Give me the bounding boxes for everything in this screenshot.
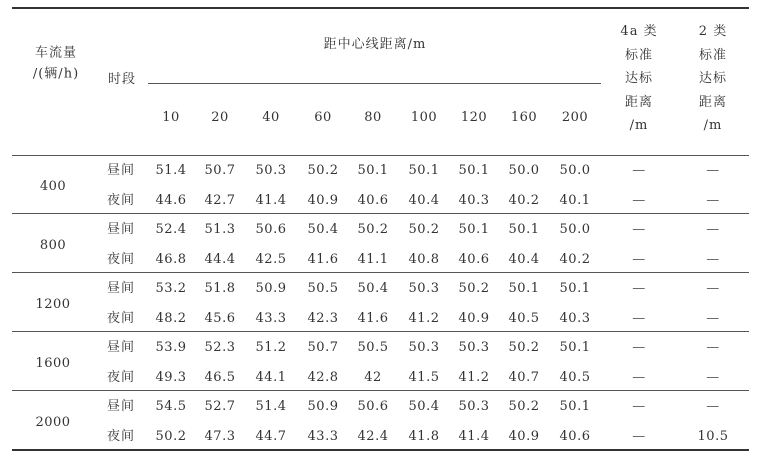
noise-value-cell: 43.3 <box>307 428 339 444</box>
noise-value-cell: 41.5 <box>408 369 440 385</box>
distance-header-120: 120 <box>460 110 488 125</box>
top-rule <box>12 7 749 9</box>
noise-value-cell: 41.2 <box>458 369 490 385</box>
class4a-distance-cell: — <box>632 369 646 385</box>
noise-value-cell: 50.1 <box>458 163 490 178</box>
noise-value-cell: 43.3 <box>255 310 287 326</box>
noise-value-cell: 41.6 <box>357 310 389 326</box>
class2-distance-cell: — <box>706 399 720 414</box>
noise-value-cell: 50.9 <box>255 281 287 296</box>
noise-value-cell: 50.6 <box>357 399 389 414</box>
period-label: 夜间 <box>106 428 136 444</box>
class2-distance-cell: — <box>706 251 720 267</box>
noise-value-cell: 41.2 <box>408 310 440 326</box>
noise-value-cell: 50.3 <box>458 399 490 414</box>
noise-value-cell: 51.4 <box>255 399 287 414</box>
flow-header-line: 车流量 <box>34 45 77 61</box>
noise-value-cell: 45.6 <box>204 310 236 326</box>
noise-value-cell: 50.2 <box>458 281 490 296</box>
noise-value-cell: 50.2 <box>508 340 540 355</box>
noise-value-cell: 40.5 <box>508 310 540 326</box>
class2-distance-cell: — <box>706 222 720 237</box>
flow-value: 2000 <box>35 414 71 430</box>
noise-value-cell: 40.2 <box>559 251 591 267</box>
noise-value-cell: 50.3 <box>255 163 287 178</box>
period-label: 夜间 <box>106 369 136 385</box>
noise-value-cell: 52.7 <box>204 399 236 414</box>
group-separator <box>12 331 749 332</box>
class2-header-line: 2 类 <box>698 24 728 39</box>
class2-header-line: /m <box>703 118 723 133</box>
noise-value-cell: 50.2 <box>508 399 540 414</box>
class2-header-line: 标准 <box>698 47 727 63</box>
noise-value-cell: 50.1 <box>559 340 591 355</box>
noise-value-cell: 50.9 <box>307 399 339 414</box>
noise-value-cell: 47.3 <box>204 428 236 444</box>
noise-value-cell: 50.1 <box>559 281 591 296</box>
distance-header-40: 40 <box>262 110 280 125</box>
noise-value-cell: 49.3 <box>155 369 187 385</box>
noise-value-cell: 50.5 <box>357 340 389 355</box>
noise-value-cell: 50.0 <box>559 222 591 237</box>
noise-value-cell: 46.8 <box>155 251 187 267</box>
flow-header <box>11 46 101 83</box>
header-bottom-rule <box>12 155 749 156</box>
noise-value-cell: 50.3 <box>458 340 490 355</box>
flow-value: 1200 <box>35 296 71 312</box>
noise-value-cell: 40.2 <box>508 192 540 208</box>
noise-value-cell: 40.8 <box>408 251 440 267</box>
noise-value-cell: 50.0 <box>559 163 591 178</box>
group-separator <box>12 390 749 391</box>
noise-value-cell: 40.9 <box>458 310 490 326</box>
noise-value-cell: 41.8 <box>408 428 440 444</box>
noise-value-cell: 50.4 <box>357 281 389 296</box>
class2-header <box>699 20 727 138</box>
period-label: 昼间 <box>106 222 136 237</box>
noise-value-cell: 50.6 <box>255 222 287 237</box>
noise-value-cell: 40.3 <box>559 310 591 326</box>
class2-distance-cell: — <box>706 340 720 355</box>
noise-value-cell: 41.6 <box>307 251 339 267</box>
noise-value-cell: 41.4 <box>255 192 287 208</box>
bottom-rule <box>12 449 749 451</box>
noise-value-cell: 40.1 <box>559 192 591 208</box>
noise-value-cell: 51.8 <box>204 281 236 296</box>
flow-value: 400 <box>39 178 67 194</box>
noise-value-cell: 42.3 <box>307 310 339 326</box>
noise-value-cell: 50.5 <box>307 281 339 296</box>
distance-header-160: 160 <box>510 110 538 125</box>
distance-header-10: 10 <box>162 110 180 125</box>
noise-value-cell: 42.4 <box>357 428 389 444</box>
noise-value-cell: 40.9 <box>307 192 339 208</box>
noise-value-cell: 40.7 <box>508 369 540 385</box>
flow-header-unit: /(辆/h) <box>32 66 80 82</box>
period-label: 昼间 <box>106 281 136 296</box>
distance-header-200: 200 <box>561 110 589 125</box>
noise-value-cell: 50.1 <box>458 222 490 237</box>
noise-value-cell: 50.1 <box>559 399 591 414</box>
noise-value-cell: 44.7 <box>255 428 287 444</box>
noise-value-cell: 42.8 <box>307 369 339 385</box>
noise-value-cell: 41.1 <box>357 251 389 267</box>
period-label: 夜间 <box>106 192 136 208</box>
distance-header-60: 60 <box>314 110 332 125</box>
class4a-header-line: 距离 <box>624 94 653 110</box>
noise-value-cell: 40.4 <box>408 192 440 208</box>
distance-header-80: 80 <box>364 110 382 125</box>
noise-value-cell: 42.7 <box>204 192 236 208</box>
noise-value-cell: 50.3 <box>408 281 440 296</box>
noise-value-cell: 42 <box>364 369 382 385</box>
noise-value-cell: 51.2 <box>255 340 287 355</box>
class4a-header <box>620 20 657 138</box>
distance-header-rule <box>148 83 601 84</box>
class4a-distance-cell: — <box>632 192 646 208</box>
distance-header-20: 20 <box>211 110 229 125</box>
noise-value-cell: 51.4 <box>155 163 187 178</box>
noise-value-cell: 41.4 <box>458 428 490 444</box>
class2-distance-cell: — <box>706 369 720 385</box>
noise-value-cell: 40.6 <box>458 251 490 267</box>
noise-value-cell: 40.9 <box>508 428 540 444</box>
noise-value-cell: 50.7 <box>204 163 236 178</box>
distance-header-100: 100 <box>410 110 438 125</box>
noise-value-cell: 52.4 <box>155 222 187 237</box>
class4a-distance-cell: — <box>632 310 646 326</box>
class4a-header-line: /m <box>629 118 649 133</box>
class2-distance-cell: — <box>706 192 720 208</box>
noise-value-cell: 50.4 <box>408 399 440 414</box>
period-label: 夜间 <box>106 251 136 267</box>
period-label: 夜间 <box>106 310 136 326</box>
noise-value-cell: 48.2 <box>155 310 187 326</box>
noise-value-cell: 50.0 <box>508 163 540 178</box>
noise-value-cell: 53.2 <box>155 281 187 296</box>
noise-value-cell: 50.4 <box>307 222 339 237</box>
noise-value-cell: 50.3 <box>408 340 440 355</box>
noise-value-cell: 40.4 <box>508 251 540 267</box>
noise-value-cell: 50.1 <box>408 163 440 178</box>
class2-distance-cell: — <box>706 310 720 326</box>
flow-value: 1600 <box>35 355 71 371</box>
class2-distance-cell: — <box>706 281 720 296</box>
noise-value-cell: 42.5 <box>255 251 287 267</box>
noise-value-cell: 52.3 <box>204 340 236 355</box>
period-label: 昼间 <box>106 399 136 414</box>
noise-value-cell: 44.6 <box>155 192 187 208</box>
noise-value-cell: 50.2 <box>408 222 440 237</box>
noise-value-cell: 50.2 <box>155 428 187 444</box>
class4a-header-line: 4a 类 <box>620 24 658 39</box>
class4a-distance-cell: — <box>632 340 646 355</box>
noise-value-cell: 50.2 <box>307 163 339 178</box>
noise-value-cell: 50.1 <box>508 222 540 237</box>
noise-value-cell: 51.3 <box>204 222 236 237</box>
flow-value: 800 <box>39 237 67 253</box>
class4a-distance-cell: — <box>632 222 646 237</box>
noise-value-cell: 50.7 <box>307 340 339 355</box>
class2-header-line: 达标 <box>698 71 727 86</box>
class4a-distance-cell: — <box>632 428 646 444</box>
noise-value-cell: 46.5 <box>204 369 236 385</box>
class4a-header-line: 达标 <box>624 71 653 86</box>
class2-distance-cell: 10.5 <box>697 428 729 444</box>
noise-value-cell: 44.4 <box>204 251 236 267</box>
class4a-distance-cell: — <box>632 399 646 414</box>
period-label: 昼间 <box>106 163 136 178</box>
class4a-distance-cell: — <box>632 163 646 178</box>
class4a-distance-cell: — <box>632 251 646 267</box>
noise-value-cell: 50.2 <box>357 222 389 237</box>
distance-group-header: 距中心线距离/m <box>323 37 427 52</box>
noise-value-cell: 50.1 <box>508 281 540 296</box>
group-separator <box>12 272 749 273</box>
noise-value-cell: 40.6 <box>357 192 389 208</box>
noise-value-cell: 40.3 <box>458 192 490 208</box>
group-separator <box>12 213 749 214</box>
noise-value-cell: 53.9 <box>155 340 187 355</box>
noise-value-cell: 40.6 <box>559 428 591 444</box>
noise-value-cell: 40.5 <box>559 369 591 385</box>
class2-header-line: 距离 <box>698 94 727 110</box>
class2-distance-cell: — <box>706 163 720 178</box>
class4a-header-line: 标准 <box>624 47 653 63</box>
period-label: 昼间 <box>106 340 136 355</box>
noise-value-cell: 50.1 <box>357 163 389 178</box>
class4a-distance-cell: — <box>632 281 646 296</box>
noise-value-cell: 54.5 <box>155 399 187 414</box>
period-header: 时段 <box>107 72 137 87</box>
noise-value-cell: 44.1 <box>255 369 287 385</box>
